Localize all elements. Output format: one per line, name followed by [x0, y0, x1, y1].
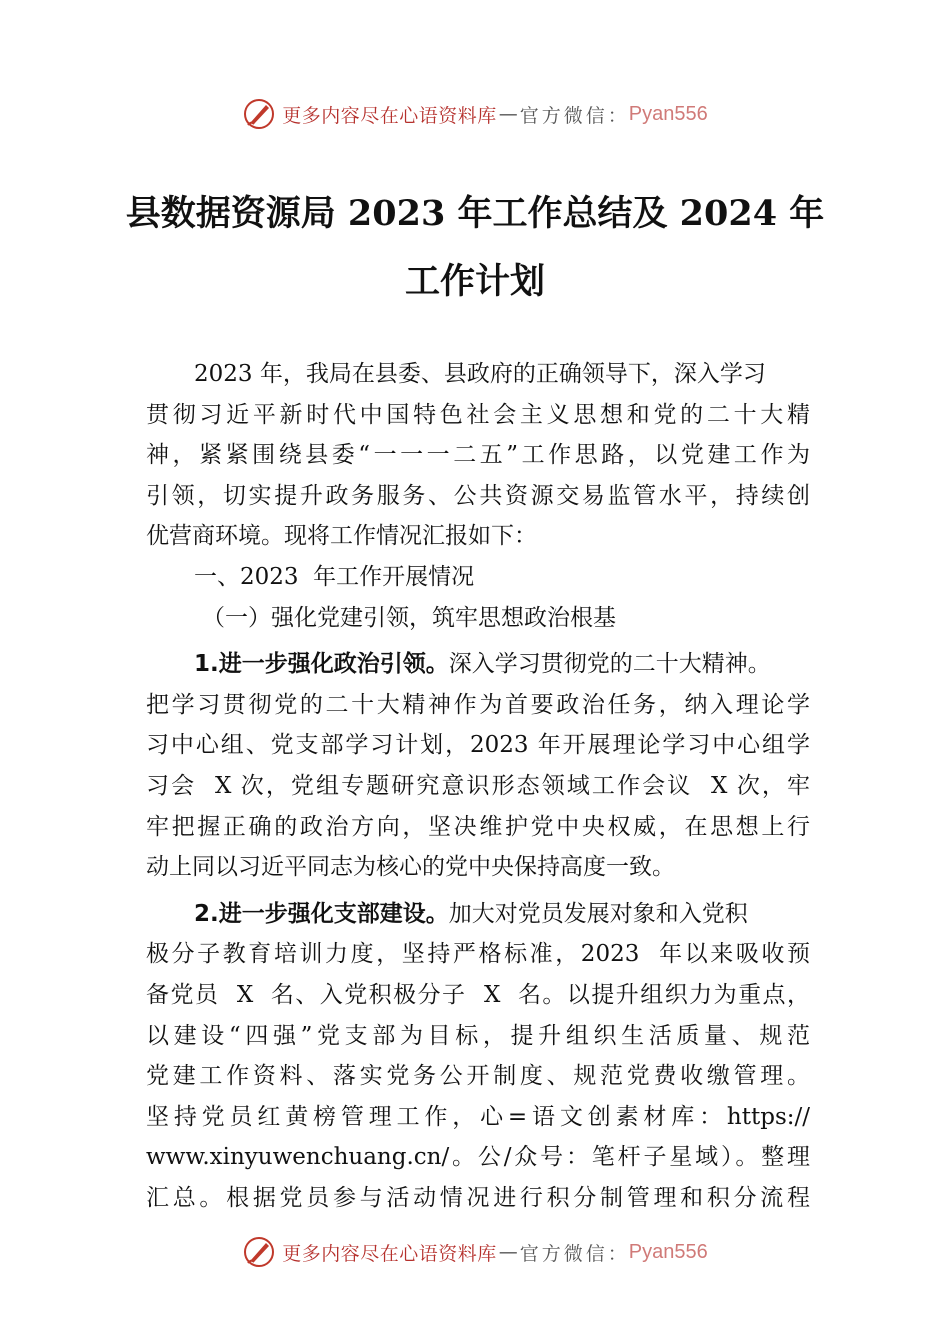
item1-line: 习中心组、党支部学习计划，2023 年开展理论学习中心组学	[146, 732, 810, 759]
item1-line: 习会 X 次，党组专题研究意识形态领域工作会议 X 次，牢	[146, 772, 810, 799]
footer-banner	[0, 1232, 950, 1272]
section-heading: 一、2023 年工作开展情况	[194, 563, 475, 590]
item1-line: 把学习贯彻党的二十大精神作为首要政治任务，纳入理论学	[146, 691, 810, 718]
banner-wechat-id: Pyan556	[628, 102, 708, 125]
banner-wechat-id: Pyan556	[628, 1240, 708, 1263]
banner-separator: —	[498, 1241, 518, 1263]
banner-colon: ：	[607, 104, 627, 127]
item2-first: 加大对党员发展对象和入党积	[448, 900, 748, 927]
item1-first-line	[146, 644, 810, 685]
intro-line: 2023 年，我局在县委、县政府的正确领导下，深入学习	[194, 361, 766, 387]
intro-line: 贯彻习近平新时代中国特色社会主义思想和党的二十大精	[146, 401, 810, 428]
item1-first: 深入学习贯彻党的二十大精神。	[448, 651, 771, 678]
banner-separator: —	[498, 103, 518, 125]
item2-line: www.xinyuwenchuang.cn/。公/众号：笔杆子星域）。整理	[146, 1144, 810, 1171]
brush-logo-icon	[242, 97, 276, 131]
item2-lead: 2.进一步强化支部建设。	[194, 900, 449, 927]
intro-line: 优营商环境。现将工作情况汇报如下：	[146, 523, 537, 550]
banner-wechat-label: 官方微信	[519, 1242, 608, 1265]
banner-text: 更多内容尽在心语资料库	[282, 1242, 497, 1265]
item2-line: 以建设“四强”党支部为目标，提升组织生活质量、规范	[146, 1022, 810, 1049]
item2-line: 党建工作资料、落实党务公开制度、规范党费收缴管理。	[146, 1063, 810, 1090]
item1-lead: 1.进一步强化政治引领。	[194, 651, 449, 678]
item2-first-line	[146, 894, 810, 935]
header-banner	[0, 94, 950, 134]
item1-line: 牢把握正确的政治方向，坚决维护党中央权威，在思想上行	[146, 813, 810, 840]
item2-line: 坚持党员红黄榜管理工作，心=语文创素材库：https://	[146, 1103, 810, 1130]
document-body	[146, 354, 810, 1218]
intro-line: 引领，切实提升政务服务、公共资源交易监管水平，持续创	[146, 482, 810, 509]
page-title-line2: 工作计划	[404, 261, 545, 302]
item2-line: 汇总。根据党员参与活动情况进行积分制管理和积分流程	[146, 1184, 810, 1211]
item2-line: 备党员 X 名、入党积极分子 X 名。以提升组织力为重点，	[146, 981, 810, 1008]
brush-logo-icon	[242, 1235, 276, 1269]
banner-text: 更多内容尽在心语资料库	[282, 104, 497, 127]
banner-colon: ：	[607, 1242, 627, 1265]
page-title-line1: 县数据资源局 2023 年工作总结及 2024 年	[125, 193, 825, 234]
item2-line: 极分子教育培训力度，坚持严格标准，2023 年以来吸收预	[146, 941, 810, 968]
subsection-heading: （一）强化党建引领，筑牢思想政治根基	[202, 604, 616, 631]
intro-line: 神，紧紧围绕县委“一一一二五”工作思路，以党建工作为	[146, 442, 810, 469]
banner-wechat-label: 官方微信	[519, 104, 608, 127]
item1-line: 动上同以习近平同志为核心的党中央保持高度一致。	[146, 854, 675, 881]
